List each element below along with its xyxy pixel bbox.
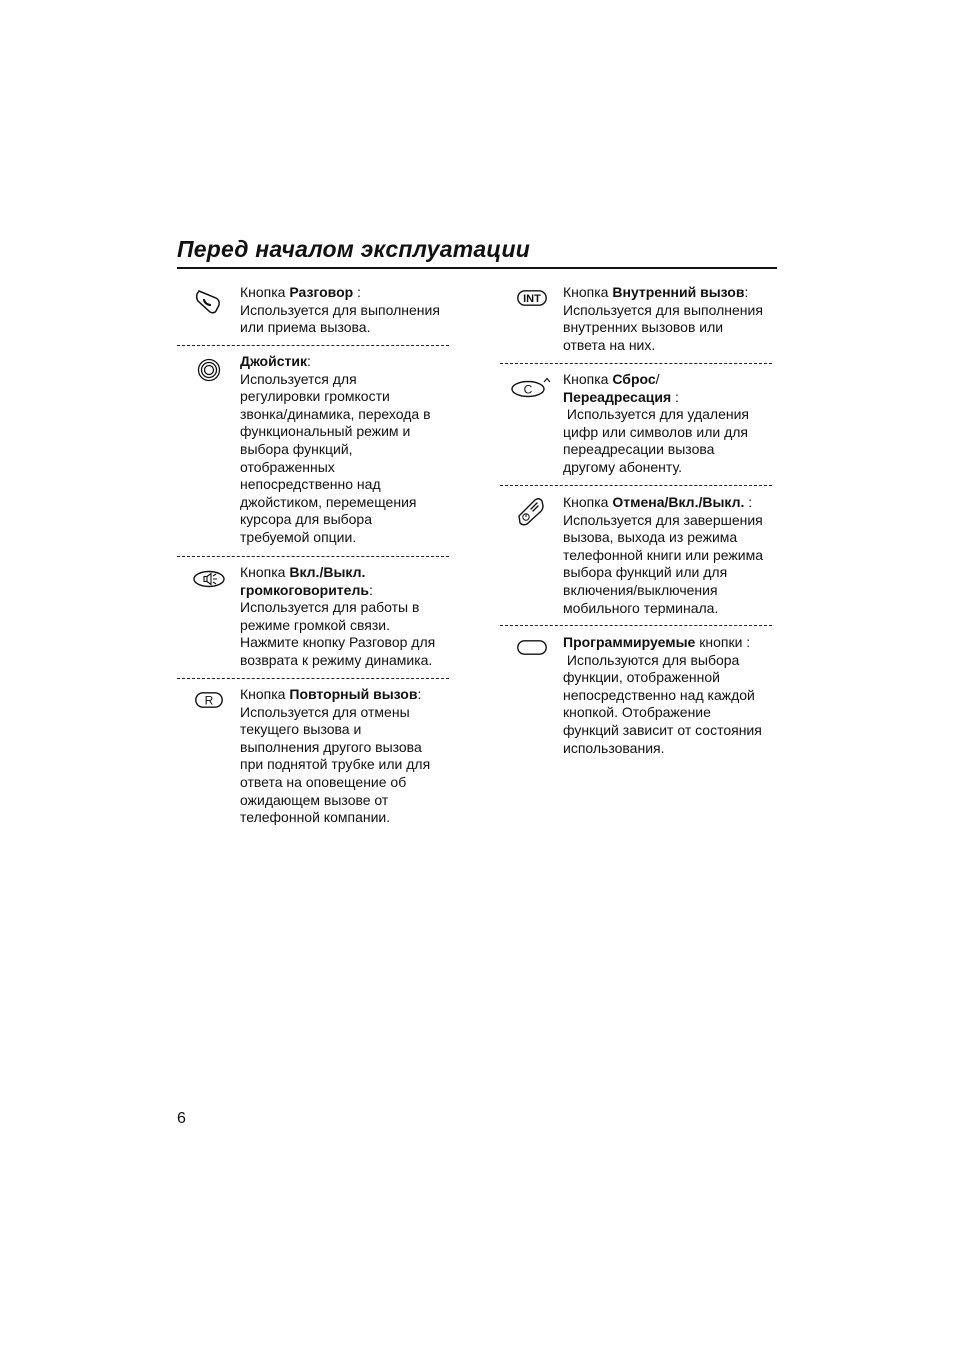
title-rule — [177, 267, 777, 269]
entry-speaker: Кнопка Вкл./Выкл. громкоговоритель: Используется для работы в режиме громкой связи. Нажмите кнопку Разговор для возврата к режиму динамика. — [240, 564, 436, 668]
separator — [177, 678, 449, 679]
end-power-icon — [517, 498, 545, 526]
svg-text:R: R — [204, 693, 214, 708]
handset-icon — [195, 289, 221, 315]
svg-text:INT: INT — [523, 293, 541, 306]
speaker-icon — [193, 570, 225, 588]
page-number: 6 — [177, 1110, 186, 1127]
clear-c-icon — [511, 376, 553, 398]
svg-text:C: C — [523, 382, 533, 397]
separator — [500, 625, 772, 626]
entry-talk: Кнопка Разговор : Используется для выполнения или приема вызова. — [240, 284, 440, 336]
entry-end-power: Кнопка Отмена/Вкл./Выкл. : Используется для завершения вызова, выхода из режима телефонной книги или режима выбора функций или для включения/выключения мобильного терминала. — [563, 494, 763, 616]
entry-redial: Кнопка Повторный вызов: Используется для отмены текущего вызова и выполнения другого вызова при поднятой трубке или для ответа на оповещение об ожидающем вызове от телефонной компании. — [240, 686, 431, 826]
separator — [177, 345, 449, 346]
entry-joystick: Джойстик: Используется для регулировки громкости звонка/динамика, перехода в функциональный режим и выбора функций, отображенных непосредственно над джойстиком, перемещения курсора для выбора требуемой опции. — [240, 353, 431, 545]
page-title: Перед началом эксплуатации — [177, 236, 530, 262]
joystick-icon — [197, 358, 221, 382]
separator — [500, 363, 772, 364]
softkey-icon — [517, 640, 547, 655]
separator — [177, 556, 449, 557]
redial-r-icon — [195, 692, 223, 708]
entry-softkeys: Программируемые кнопки : Используются для выбора функции, отображенной непосредственно над каждой кнопкой. Отображение функций зависит от состояния использования. — [563, 634, 762, 756]
entry-intercom: Кнопка Внутренний вызов: Используется для выполнения внутренних вызовов или ответа на них. — [563, 284, 763, 353]
entry-clear: Кнопка Сброс/ Переадресация : Используется для удаления цифр или символов или для переадресации вызова другому абоненту. — [563, 371, 750, 475]
separator — [500, 485, 772, 486]
int-icon — [517, 290, 547, 306]
